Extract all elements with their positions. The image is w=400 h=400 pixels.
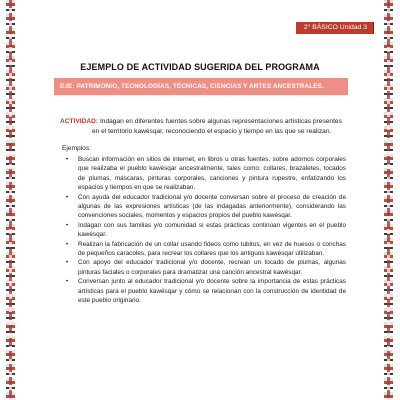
activity-text-1: Indagan en diferentes fuentes sobre algunas representaciones artísticas presentes: [98, 118, 342, 125]
page-title: EJEMPLO DE ACTIVIDAD SUGERIDA DEL PROGRAMA: [80, 62, 320, 72]
axis-banner: EJE: PATRIMONIO, TECNOLOGÍAS, TÉCNICAS, CIENCIAS Y ARTES ANCESTRALES.: [54, 78, 348, 95]
badge-flag: [373, 22, 374, 34]
list-item: • Conversan junto al educador tradicional y/o docente sobre la importancia de estas prácticas artísticas para el pueblo kawésqar y cómo se relacionan con la construcción de identidad de este pueblo originario.: [66, 277, 346, 305]
examples-label: Ejemplos:: [62, 145, 91, 152]
left-decorative-border: [6, 0, 15, 400]
list-item: • Con ayuda del educador tradicional y/o docente conversan sobre el proceso de creación de algunas de las expresiones artísticas (de las indagadas anteriormente), considerando las convenciones sociales, momentos y espacios propios del pueblo kawésqar.: [66, 193, 346, 221]
activity-label: ACTIVIDAD:: [60, 118, 99, 125]
grade-unit-badge: 2° BÁSICO Unidad 3: [296, 22, 373, 34]
list-item: • Buscan información en sitios de internet, en libros u otras fuentes, sobre adornos corporales que realizaba el pueblo kawésqar ancestralmente, tales como: collares, brazaletes, tocados de plumas, máscaras, pinturas corporales, canciones y pintura rupestre, enfatizando los espacios y tiempos en que se realizaban.: [66, 155, 346, 193]
activity-line-1: [60, 117, 346, 127]
list-item: • Indagan con sus familias y/o comunidad si estas prácticas continúan vigentes en el pueblo kawésqar.: [66, 221, 346, 240]
list-item: • Con apoyo del educador tradicional y/o docente, recrean un tocado de plumas, algunas pinturas faciales o corporales para dramatizar una canción ancestral kawésqar.: [66, 258, 346, 277]
examples-list: [66, 155, 346, 306]
right-decorative-border: [384, 0, 393, 400]
activity-statement: [60, 117, 346, 136]
activity-line-2: en el territorio kawésqar, reconociendo el espacio y tiempo en las que se realizan.: [92, 127, 332, 135]
list-item: • Realizan la fabricación de un collar usando fideos como tubitos, en vez de huesos o conchas de pequeños caracoles, para recrear los collares que los antiguos kawésqar utilizaban.: [66, 240, 346, 259]
